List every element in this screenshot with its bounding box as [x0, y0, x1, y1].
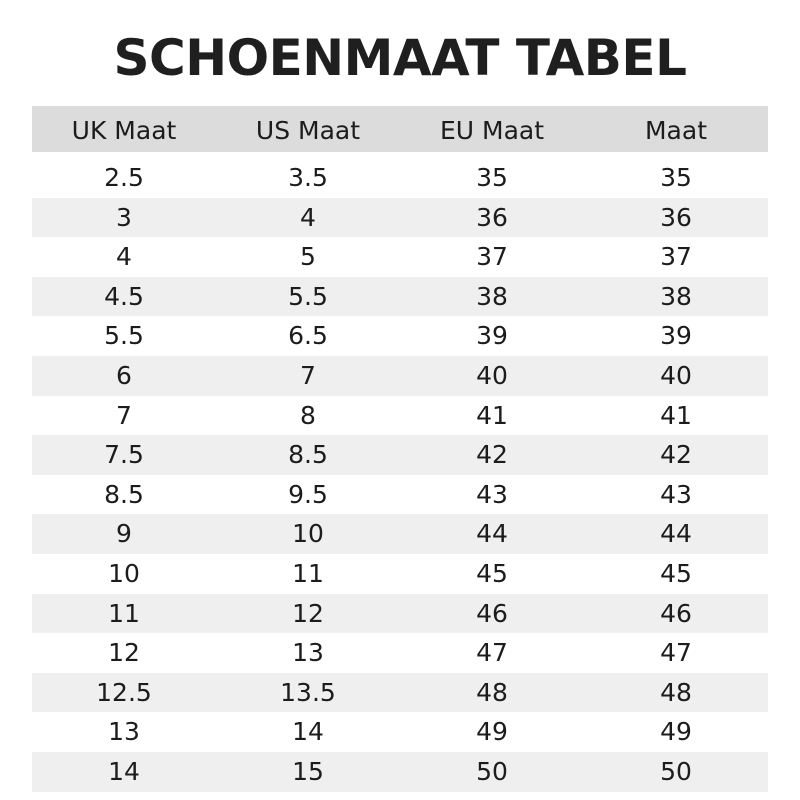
table-row: [32, 633, 768, 673]
cell-us: 13: [292, 638, 324, 668]
cell-us: 5: [300, 242, 316, 272]
cell-eu: 49: [476, 717, 508, 747]
cell-maat: 40: [660, 360, 692, 390]
cell-maat: 43: [660, 479, 692, 509]
cell-maat: 47: [660, 638, 692, 668]
table-row: [32, 316, 768, 356]
cell-us: 12: [292, 598, 324, 628]
cell-us: 4: [300, 202, 316, 232]
cell-uk: 13: [108, 717, 140, 747]
cell-maat: 35: [660, 163, 692, 192]
cell-maat: 48: [660, 677, 692, 707]
cell-us: 15: [292, 756, 324, 786]
cell-uk: 5.5: [104, 321, 144, 351]
cell-uk: 10: [108, 558, 140, 588]
cell-eu: 36: [476, 202, 508, 232]
cell-uk: 2.5: [104, 163, 144, 192]
cell-us: 5.5: [288, 281, 328, 311]
cell-eu: 46: [476, 598, 508, 628]
column-header-eu: EU Maat: [439, 116, 545, 145]
cell-eu: 40: [476, 360, 508, 390]
cell-maat: 45: [660, 558, 692, 588]
cell-eu: 48: [476, 677, 508, 707]
table-row: [32, 673, 768, 713]
cell-uk: 4: [116, 242, 132, 272]
cell-maat: 36: [660, 202, 692, 232]
cell-maat: 50: [660, 756, 692, 786]
cell-us: 6.5: [288, 321, 328, 351]
table-row: [32, 396, 768, 436]
cell-eu: 50: [476, 756, 508, 786]
cell-uk: 11: [108, 598, 140, 628]
cell-us: 9.5: [288, 479, 328, 509]
column-header-uk: UK Maat: [71, 116, 177, 145]
cell-maat: 37: [660, 242, 692, 272]
table-row: [32, 158, 768, 198]
table-row: [32, 475, 768, 515]
cell-maat: 44: [660, 519, 692, 549]
table-row: [32, 514, 768, 554]
column-header-maat: Maat: [644, 116, 707, 145]
cell-us: 8.5: [288, 440, 328, 470]
table-row: [32, 237, 768, 277]
cell-uk: 12: [108, 638, 140, 668]
cell-uk: 7: [116, 400, 132, 430]
cell-eu: 41: [476, 400, 508, 430]
cell-maat: 39: [660, 321, 692, 351]
table-row: [32, 712, 768, 752]
table-row: [32, 594, 768, 634]
page-title: SCHOENMAAT TABEL: [113, 29, 687, 87]
cell-us: 8: [300, 400, 316, 430]
cell-eu: 38: [476, 281, 508, 311]
table-row: [32, 435, 768, 475]
cell-uk: 12.5: [96, 677, 152, 707]
cell-eu: 47: [476, 638, 508, 668]
cell-us: 3.5: [288, 163, 328, 192]
cell-eu: 45: [476, 558, 508, 588]
cell-uk: 9: [116, 519, 132, 549]
size-table: [32, 106, 768, 792]
cell-us: 10: [292, 519, 324, 549]
table-row: [32, 554, 768, 594]
cell-uk: 7.5: [104, 440, 144, 470]
cell-maat: 49: [660, 717, 692, 747]
table-row: [32, 356, 768, 396]
cell-uk: 8.5: [104, 479, 144, 509]
cell-uk: 14: [108, 756, 140, 786]
table-row: [32, 752, 768, 792]
cell-uk: 3: [116, 202, 132, 232]
cell-us: 7: [300, 360, 316, 390]
cell-eu: 42: [476, 440, 508, 470]
cell-maat: 46: [660, 598, 692, 628]
column-header-us: US Maat: [255, 116, 361, 145]
cell-eu: 35: [476, 163, 508, 192]
cell-eu: 37: [476, 242, 508, 272]
cell-maat: 38: [660, 281, 692, 311]
cell-us: 14: [292, 717, 324, 747]
cell-eu: 44: [476, 519, 508, 549]
table-row: [32, 198, 768, 238]
cell-us: 13.5: [280, 677, 336, 707]
table-header-row: [32, 106, 768, 152]
cell-uk: 4.5: [104, 281, 144, 311]
cell-uk: 6: [116, 360, 132, 390]
table-row: [32, 277, 768, 317]
cell-eu: 39: [476, 321, 508, 351]
cell-us: 11: [292, 558, 324, 588]
cell-maat: 42: [660, 440, 692, 470]
cell-eu: 43: [476, 479, 508, 509]
cell-maat: 41: [660, 400, 692, 430]
table-body: [32, 158, 768, 792]
